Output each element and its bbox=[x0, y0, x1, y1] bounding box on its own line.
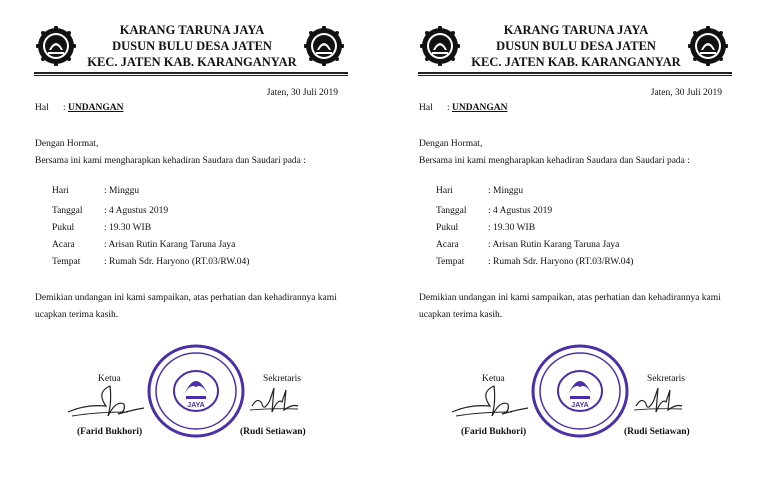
detail-value-date: : 4 Agustus 2019 bbox=[488, 206, 553, 216]
org-address-line: DUSUN BULU DESA JATEN bbox=[496, 39, 656, 53]
org-name: KARANG TARUNA JAYA bbox=[119, 23, 265, 37]
detail-value-event: : Arisan Rutin Karang Taruna Jaya bbox=[488, 240, 620, 250]
signer2-role: Sekretaris bbox=[647, 374, 685, 384]
signer2-name: (Rudi Setiawan) bbox=[624, 427, 690, 437]
signer1-role: Ketua bbox=[482, 374, 505, 384]
detail-label-day: Hari bbox=[436, 186, 453, 196]
detail-label-place: Tempat bbox=[52, 257, 81, 267]
detail-label-event: Acara bbox=[436, 240, 459, 250]
detail-label-time: Pukul bbox=[436, 223, 459, 233]
karang-taruna-logo-icon bbox=[420, 26, 460, 66]
closing-text-line2: ucapkan terima kasih. bbox=[35, 310, 119, 320]
signer1-name: (Farid Bukhori) bbox=[77, 427, 143, 437]
signer2-role: Sekretaris bbox=[263, 374, 301, 384]
header-divider-thin bbox=[418, 75, 732, 76]
subject-label: Hal bbox=[419, 103, 433, 113]
detail-label-date: Tanggal bbox=[52, 206, 83, 216]
subject-value: : UNDANGAN bbox=[447, 103, 508, 113]
organization-stamp-icon bbox=[530, 343, 630, 439]
subject-text: UNDANGAN bbox=[452, 103, 508, 113]
org-name: KARANG TARUNA JAYA bbox=[503, 23, 649, 37]
karang-taruna-logo-icon bbox=[36, 26, 76, 66]
detail-value-day: : Minggu bbox=[488, 186, 524, 196]
karang-taruna-logo-icon bbox=[304, 26, 344, 66]
detail-value-event: : Arisan Rutin Karang Taruna Jaya bbox=[104, 240, 236, 250]
org-district-line: KEC. JATEN KAB. KARANGANYAR bbox=[87, 55, 297, 69]
signature-secretary-icon bbox=[248, 384, 300, 418]
subject-label: Hal bbox=[35, 103, 49, 113]
signature-chairman-icon bbox=[66, 382, 146, 422]
invitation-letter-right bbox=[384, 0, 768, 501]
stamp-text: JAYA bbox=[571, 402, 589, 409]
closing-text-line1: Demikian undangan ini kami sampaikan, atas perhatian dan kehadirannya kami bbox=[419, 293, 721, 303]
header-divider-thin bbox=[34, 75, 348, 76]
header-divider bbox=[418, 72, 732, 74]
intro-text: Bersama ini kami mengharapkan kehadiran Saudara dan Saudari pada : bbox=[35, 156, 306, 166]
detail-label-date: Tanggal bbox=[436, 206, 467, 216]
closing-text-line2: ucapkan terima kasih. bbox=[419, 310, 503, 320]
header-divider bbox=[34, 72, 348, 74]
signature-secretary-icon bbox=[632, 384, 684, 418]
detail-value-date: : 4 Agustus 2019 bbox=[104, 206, 169, 216]
signer1-name: (Farid Bukhori) bbox=[461, 427, 527, 437]
detail-label-day: Hari bbox=[52, 186, 69, 196]
signature-chairman-icon bbox=[450, 382, 530, 422]
org-address-line: DUSUN BULU DESA JATEN bbox=[112, 39, 272, 53]
greeting: Dengan Hormat, bbox=[419, 139, 483, 149]
detail-value-place: : Rumah Sdr. Haryono (RT.03/RW.04) bbox=[104, 257, 250, 267]
greeting: Dengan Hormat, bbox=[35, 139, 99, 149]
organization-stamp-icon bbox=[146, 343, 246, 439]
detail-value-time: : 19.30 WIB bbox=[104, 223, 152, 233]
closing-text-line1: Demikian undangan ini kami sampaikan, atas perhatian dan kehadirannya kami bbox=[35, 293, 337, 303]
detail-value-day: : Minggu bbox=[104, 186, 140, 196]
org-district-line: KEC. JATEN KAB. KARANGANYAR bbox=[471, 55, 681, 69]
signer2-name: (Rudi Setiawan) bbox=[240, 427, 306, 437]
detail-value-place: : Rumah Sdr. Haryono (RT.03/RW.04) bbox=[488, 257, 634, 267]
subject-value: : UNDANGAN bbox=[63, 103, 124, 113]
detail-label-event: Acara bbox=[52, 240, 75, 250]
detail-value-time: : 19.30 WIB bbox=[488, 223, 536, 233]
detail-label-place: Tempat bbox=[436, 257, 465, 267]
stamp-text: JAYA bbox=[187, 402, 205, 409]
karang-taruna-logo-icon bbox=[688, 26, 728, 66]
subject-text: UNDANGAN bbox=[68, 103, 124, 113]
letter-date: Jaten, 30 Juli 2019 bbox=[266, 88, 338, 98]
signer1-role: Ketua bbox=[98, 374, 121, 384]
letter-date: Jaten, 30 Juli 2019 bbox=[650, 88, 722, 98]
intro-text: Bersama ini kami mengharapkan kehadiran Saudara dan Saudari pada : bbox=[419, 156, 690, 166]
detail-label-time: Pukul bbox=[52, 223, 75, 233]
